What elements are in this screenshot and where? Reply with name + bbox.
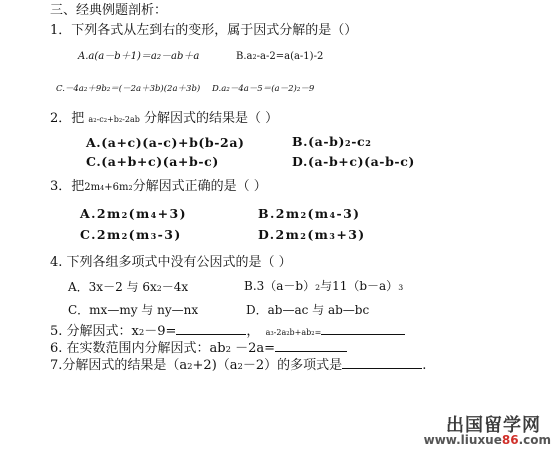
question-3-option-b: $B.2m^2(m^4-3)$ — [258, 206, 361, 221]
question-6: 6. 在实数范围内分解因式：$ab^2 -2a=$ — [50, 341, 347, 355]
question-1-option-a: $A.a(a-b+1)=a^2-ab+a$ — [78, 51, 200, 62]
question-4-option-d: D．ab—ac 与 ab—bc — [246, 303, 370, 317]
question-7: 7.分解因式的结果是$(a^2+2)(a^2-2)$的多项式是 . — [50, 358, 427, 373]
question-2-option-d: D.(a-b+c)(a-b-c) — [292, 154, 415, 169]
question-3-stem: 3．把$2m^4+6m^2$分解因式正确的是（ ） — [50, 179, 267, 194]
question-4-stem: 4. 下列各组多项式中没有公因式的是（ ） — [50, 255, 292, 270]
question-3-option-c: $C.2m^2(m^3-3)$ — [80, 227, 182, 242]
question-2-option-a: A.(a+c)(a-c)+b(b-2a) — [86, 135, 245, 150]
question-1-option-b: $B.a^2-a-2=a(a-1)-2$ — [236, 51, 324, 62]
question-4-option-a: A．3x－2 与 $6x^2-4x$ — [68, 280, 189, 294]
question-2-option-b: $B.(a-b)^2-c^2$ — [292, 134, 372, 149]
question-2-option-c: C.(a+b+c)(a+b-c) — [86, 154, 219, 169]
question-1-stem: 1．下列各式从左到右的变形，属于因式分解的是（） — [50, 23, 358, 38]
question-4-option-c: C．mx—my 与 ny—nx — [68, 303, 199, 317]
answer-blank[interactable] — [275, 341, 347, 352]
answer-blank[interactable] — [176, 324, 246, 335]
question-1-option-c: $C.-4a^2+9b^2=(-2a+3b)(2a+3b)$ — [56, 84, 201, 94]
watermark-title: 出国留学网 — [446, 415, 541, 436]
section-title: 三、经典例题剖析： — [50, 3, 168, 18]
question-1-option-d: $D.a^2-4a-5=(a-2)^2-9$ — [212, 84, 315, 94]
watermark-url: www.liuxue86.com — [423, 433, 551, 447]
question-3-option-a: $A.2m^2(m^4+3)$ — [80, 206, 187, 221]
answer-blank[interactable] — [342, 358, 422, 369]
question-5: 5. 分解因式：$x^2-9=$ ， $a^3-2a^2b+ab^2=$ — [50, 324, 405, 338]
question-4-option-b: $B.3(a-b)^2$与$11(b-a)^3$ — [244, 279, 404, 293]
question-3-option-d: $D.2m^2(m^3+3)$ — [258, 227, 366, 242]
question-2-stem: 2．把 $a^2-c^2+b^2-2ab$ 分解因式的结果是（ ） — [50, 111, 279, 126]
answer-blank[interactable] — [321, 324, 405, 335]
